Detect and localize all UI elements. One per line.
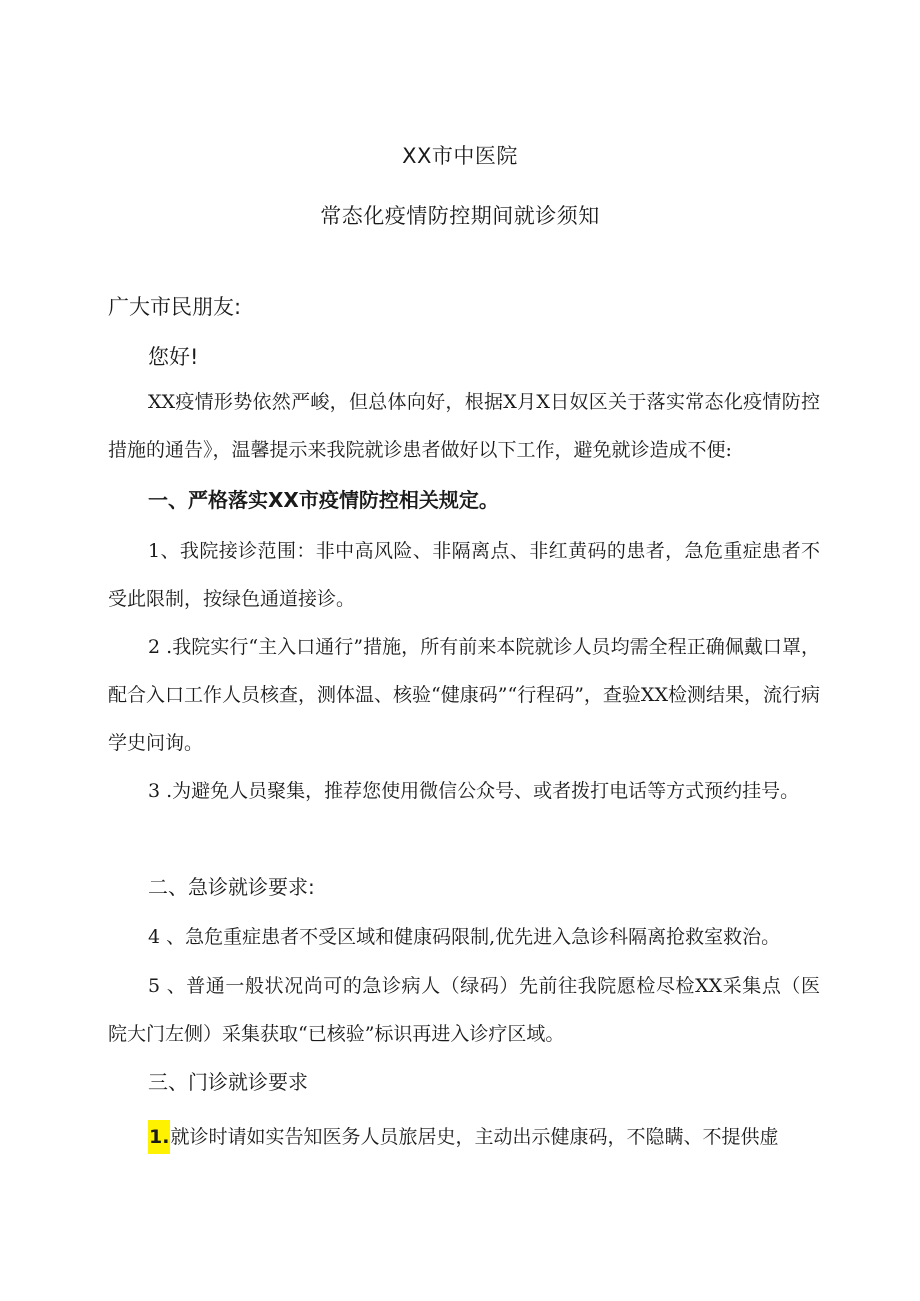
section-1-item-1: 1、我院接诊范围：非中高风险、非隔离点、非红黄码的患者，急危重症患者不受此限制，按绿色通道接诊。: [108, 540, 820, 610]
section-2-heading: 二、急诊就诊要求:: [148, 875, 315, 899]
intro-paragraph: XX疫情形势依然严峻，但总体向好，根据X月X日奴区关于落实常态化疫情防控措施的通告》，温馨提示来我院就诊患者做好以下工作，避免就诊造成不便:: [108, 391, 820, 461]
section-3-item-1: [108, 1113, 820, 1161]
hello-line: 您好!: [148, 345, 199, 369]
section-2-item-4: 4 、急危重症患者不受区域和健康码限制,优先进入急诊科隔离抢救室救治。: [148, 926, 781, 948]
section-1-heading: 一、严格落实XX市疫情防控相关规定。: [148, 488, 499, 512]
section-1-item-3: 3 .为避免人员聚集，推荐您使用微信公众号、或者拨打电话等方式预约挂号。: [148, 780, 800, 802]
greeting: 广大市民朋友:: [108, 295, 242, 319]
document-title: XX市中医院: [402, 144, 518, 168]
section-2-item-5: 5 、普通一般状况尚可的急诊病人（绿码）先前往我院愿检尽检XX采集点（医院大门左侧）采集获取“已核验”标识再进入诊疗区域。: [108, 975, 820, 1045]
section-3-item-1-text: 就诊时请如实告知医务人员旅居史，主动出示健康码，不隐瞒、不提供虚: [170, 1126, 779, 1148]
section-1-item-2: 2 .我院实行“主入口通行”措施，所有前来本院就诊人员均需全程正确佩戴口罩，配合入口工作人员核查，测体温、核验“健康码”“行程码”，查验XX检测结果，流行病学史问询。: [108, 636, 820, 754]
document-subtitle: 常态化疫情防控期间就诊须知: [320, 204, 600, 228]
highlighted-item-number: 1.: [148, 1120, 170, 1154]
section-3-heading: 三、门诊就诊要求: [148, 1070, 308, 1094]
